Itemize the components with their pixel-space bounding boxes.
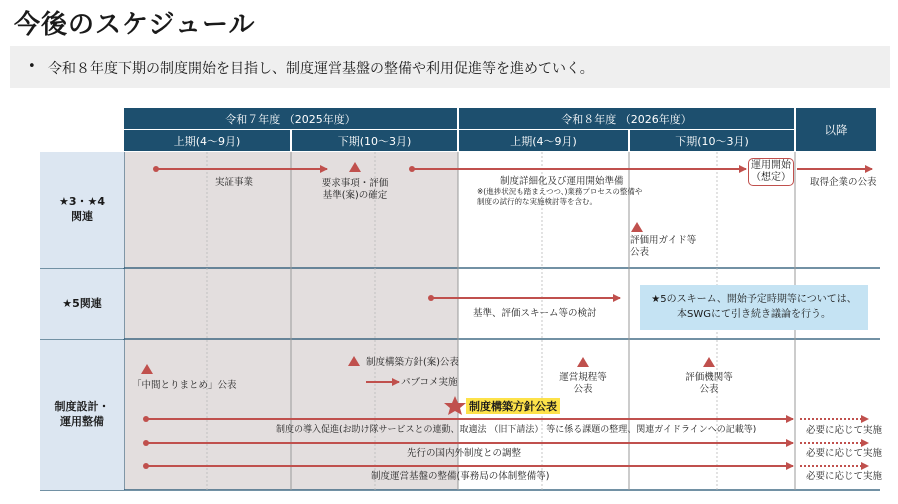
policy-draft-label: 制度構築方針(案)公表: [366, 357, 459, 368]
row-label-design: 制度設計・ 運用整備: [40, 340, 124, 490]
guide-label: 評価用ガイド等 公表: [630, 235, 697, 258]
star-icon: [444, 396, 466, 415]
launch-badge: 運用開始 （想定）: [748, 158, 794, 186]
row-label-star5: ★5関連: [40, 269, 124, 339]
row-label-star34: ★3・★4 関連: [40, 152, 124, 268]
interim-triangle-icon: [141, 364, 153, 374]
as-needed-label-2: 必要に応じて実施: [806, 448, 883, 459]
requirements-label: 要求事項・評価 基準(案)の確定: [321, 178, 389, 201]
header-h2-2026: 下期(10～3月): [630, 130, 794, 151]
as-needed-label-3: 必要に応じて実施: [806, 471, 883, 482]
summary-bullet: •: [28, 59, 36, 74]
policy-draft-triangle-icon: [348, 356, 360, 366]
summary-text: 令和８年度下期の制度開始を目指し、制度運営基盤の整備や利用促進等を進めていく。: [48, 61, 594, 77]
detail-note-label: ※(進捗状況も踏まえつつ、)業務プロセスの整備や 制度の試行的な実施検討等を含む。: [477, 187, 643, 206]
requirements-triangle-icon: [349, 162, 361, 172]
header-fy2026: 令和８年度 （2026年度）: [459, 108, 794, 129]
guide-triangle-icon: [631, 222, 643, 232]
promotion-label: 制度の導入促進(お助け隊サービスとの連動、取適法 （旧下請法） 等に係る課題の整理、関連ガイドラインへの記載等): [276, 425, 757, 435]
criteria-label: 基準、評価スキーム等の検討: [473, 308, 597, 319]
star5-note-box: ★5のスキーム、開始予定時期等については、 本SWGにて引き続き議論を行う。: [640, 285, 868, 330]
eval-bodies-label: 評価機関等 公表: [685, 372, 733, 395]
header-h2-2025: 下期(10～3月): [292, 130, 457, 151]
policy-published-label: 制度構築方針公表: [466, 398, 560, 414]
header-h1-2025: 上期(4～9月): [124, 130, 290, 151]
interim-label: 「中間とりまとめ」公表: [132, 380, 237, 391]
header-h1-2026: 上期(4～9月): [459, 130, 628, 151]
eval-bodies-triangle-icon: [703, 357, 715, 367]
domestic-intl-label: 先行の国内外制度との調整: [407, 448, 522, 459]
detail-title-label: 制度詳細化及び運用開始準備: [500, 176, 624, 187]
ops-rules-label: 運営規程等 公表: [559, 372, 607, 395]
header-fy2025: 令和７年度 （2025年度）: [124, 108, 457, 129]
public-comment-label: パブコメ実施: [401, 377, 458, 388]
infrastructure-label: 制度運営基盤の整備(事務局の体制整備等): [371, 471, 550, 482]
ops-rules-triangle-icon: [577, 357, 589, 367]
page-title: 今後のスケジュール: [14, 10, 256, 40]
companies-label: 取得企業の公表: [810, 177, 877, 188]
as-needed-label-1: 必要に応じて実施: [806, 425, 883, 436]
header-after: 以降: [796, 108, 876, 151]
pilot-label: 実証事業: [215, 177, 254, 188]
